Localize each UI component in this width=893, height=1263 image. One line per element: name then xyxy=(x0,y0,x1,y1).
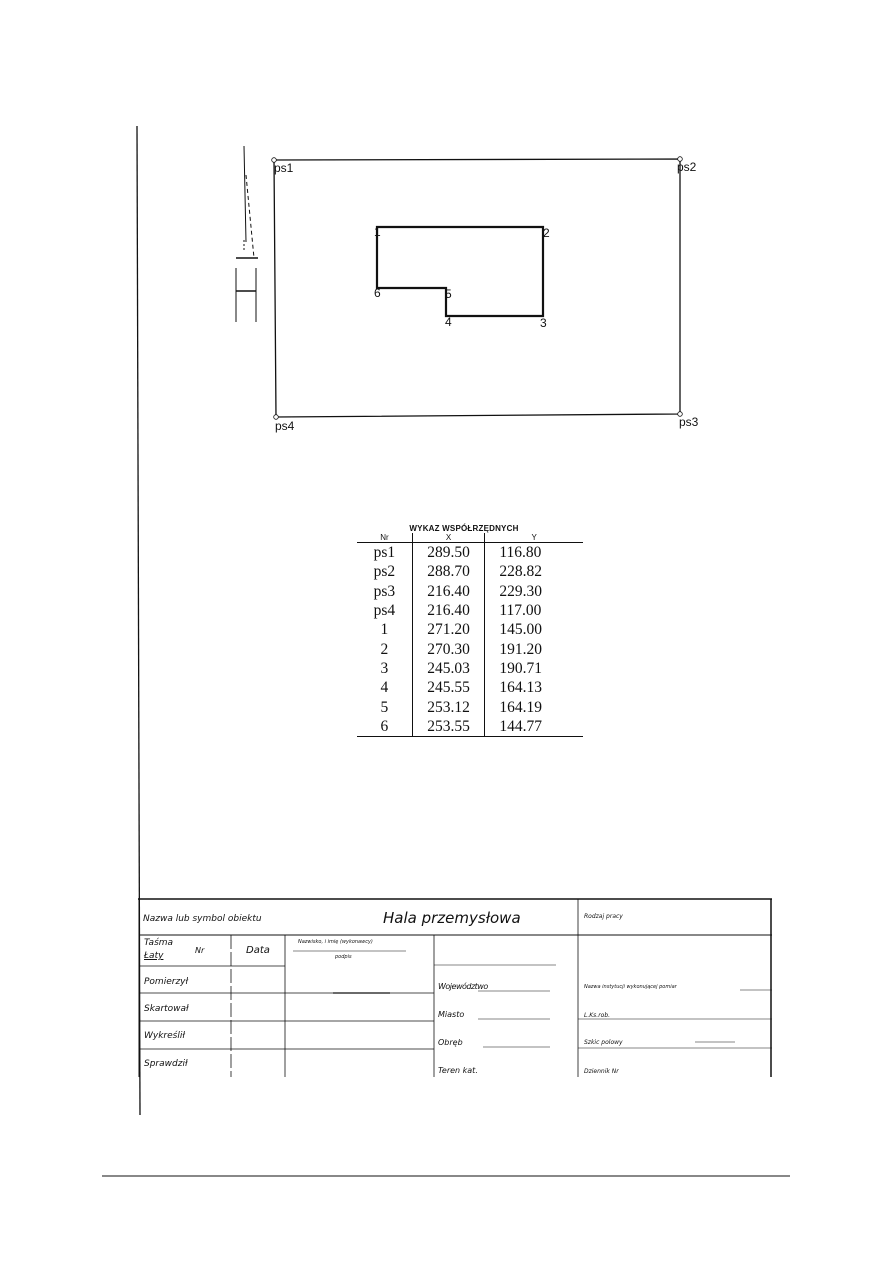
lath-label: Łaty xyxy=(144,951,164,961)
cell-nr: 3 xyxy=(357,659,412,678)
table-row xyxy=(357,543,583,563)
parcel-boundary xyxy=(274,159,680,417)
point-label-ps3: ps3 xyxy=(679,415,699,429)
cadastral-plot-label: Teren kat. xyxy=(438,1066,478,1075)
point-label-ps1: ps1 xyxy=(274,161,294,175)
date-label: Data xyxy=(246,945,270,956)
work-type-label: Rodzaj pracy xyxy=(584,913,623,920)
cell-x: 245.03 xyxy=(412,659,485,678)
voivodeship-label: Województwo xyxy=(438,982,488,991)
table-row xyxy=(357,601,583,620)
city-label: Miasto xyxy=(438,1010,465,1019)
coordinate-list-title: WYKAZ WSPÓŁRZĘDNYCH xyxy=(409,524,519,533)
contractor-number-label: L.Ks.rob. xyxy=(584,1012,611,1019)
signature-header: podpis xyxy=(335,954,352,960)
contractor-name-header: Nazwisko, i imię (wykonawcy) xyxy=(298,939,373,945)
cell-nr: ps2 xyxy=(357,562,412,581)
object-name-label: Nazwa lub symbol obiektu xyxy=(143,914,262,924)
column-header-nr: Nr xyxy=(357,533,412,543)
checked-label: Sprawdził xyxy=(144,1059,188,1069)
point-label-1: 1 xyxy=(374,225,381,239)
cell-x: 216.40 xyxy=(412,582,485,601)
point-label-6: 6 xyxy=(374,286,381,300)
object-name: Hala przemysłowa xyxy=(383,909,521,927)
coordinate-list xyxy=(357,524,583,737)
cell-y: 164.13 xyxy=(499,679,542,697)
cell-x: 253.12 xyxy=(412,697,485,716)
table-row xyxy=(357,582,583,601)
cell-nr: ps4 xyxy=(357,601,412,620)
cell-nr: 6 xyxy=(357,717,412,737)
table-row xyxy=(357,678,583,697)
cell-nr: 5 xyxy=(357,697,412,716)
tape-label: Taśma xyxy=(144,938,174,948)
point-label-3: 3 xyxy=(540,316,547,330)
cell-nr: ps1 xyxy=(357,543,412,563)
mapped-label: Skartował xyxy=(144,1004,189,1014)
institution-label: Nazwa instytucji wykonującej pomiar xyxy=(584,984,677,990)
cell-x: 216.40 xyxy=(412,601,485,620)
field-sketch-label: Szkic polowy xyxy=(584,1039,623,1046)
point-label-ps4: ps4 xyxy=(275,419,295,433)
cell-y: 191.20 xyxy=(499,640,542,658)
table-row xyxy=(357,620,583,639)
table-header-row xyxy=(357,533,583,543)
cell-nr: 4 xyxy=(357,678,412,697)
cell-y: 164.19 xyxy=(499,698,542,716)
point-label-ps2: ps2 xyxy=(677,160,697,174)
cell-x: 271.20 xyxy=(412,620,485,639)
table-row xyxy=(357,717,583,737)
cell-y: 229.30 xyxy=(499,582,542,600)
building-outline xyxy=(377,227,543,316)
cell-x: 289.50 xyxy=(412,543,485,563)
cell-y: 145.00 xyxy=(499,621,542,639)
cell-x: 253.55 xyxy=(412,717,485,737)
measured-label: Pomierzył xyxy=(144,977,189,987)
table-row xyxy=(357,659,583,678)
nr-label: Nr xyxy=(195,946,205,955)
title-block xyxy=(138,898,772,1078)
field-book-label: Dziennik Nr xyxy=(584,1068,619,1075)
district-label: Obręb xyxy=(438,1038,463,1047)
point-label-5: 5 xyxy=(445,287,452,301)
table-row xyxy=(357,639,583,658)
cell-x: 270.30 xyxy=(412,639,485,658)
point-label-2: 2 xyxy=(543,226,550,240)
column-header-x: X xyxy=(412,533,485,543)
table-row xyxy=(357,697,583,716)
cell-y: 144.77 xyxy=(485,717,583,737)
cell-x: 288.70 xyxy=(412,562,485,581)
coordinate-table xyxy=(357,533,583,737)
cell-y: 190.71 xyxy=(499,659,542,677)
table-row xyxy=(357,562,583,581)
column-header-y: Y xyxy=(485,533,583,543)
cell-y: 228.82 xyxy=(499,563,542,581)
cell-x: 245.55 xyxy=(412,678,485,697)
north-arrow-icon xyxy=(236,146,258,322)
cell-y: 117.00 xyxy=(499,602,542,620)
cell-nr: ps3 xyxy=(357,582,412,601)
cell-y: 116.80 xyxy=(499,544,542,562)
point-label-4: 4 xyxy=(445,315,452,329)
cell-nr: 2 xyxy=(357,639,412,658)
drawn-label: Wykreślił xyxy=(144,1031,185,1041)
cell-nr: 1 xyxy=(357,620,412,639)
